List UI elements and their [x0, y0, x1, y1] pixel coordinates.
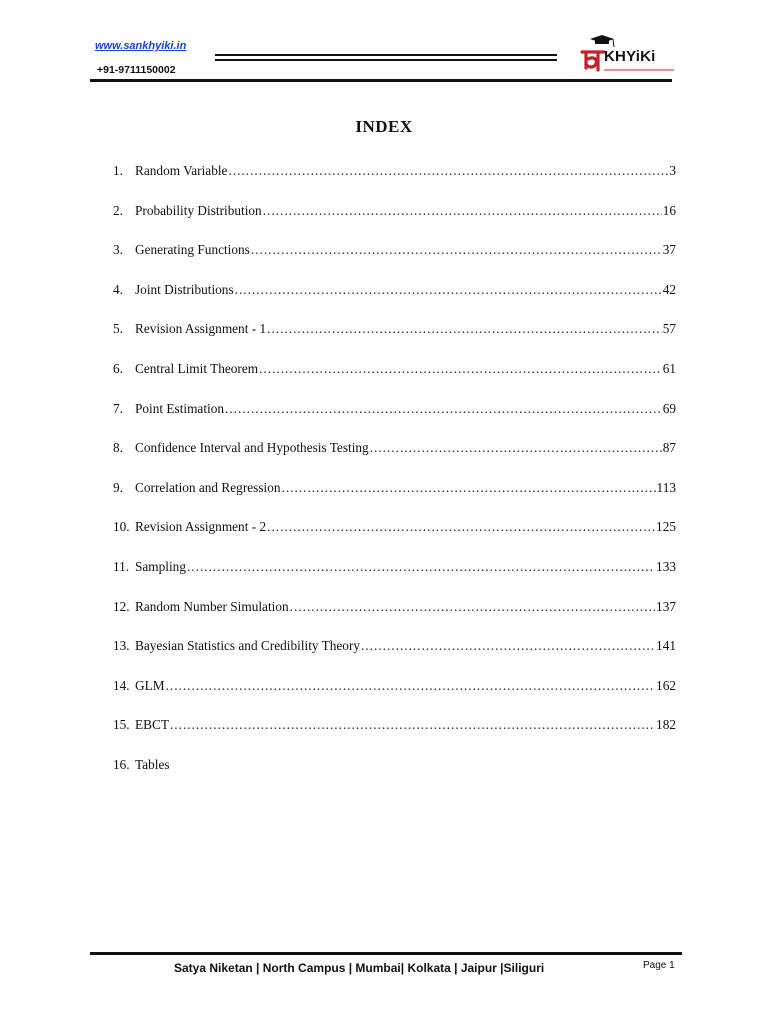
toc-entry-title: Confidence Interval and Hypothesis Testing — [135, 440, 369, 456]
toc-entry-number: 5. — [113, 321, 123, 337]
toc-entry-number: 15. — [113, 717, 130, 733]
toc-entry-page: 37 — [662, 242, 676, 258]
toc-entry[interactable] — [113, 755, 676, 795]
toc-entry-number: 2. — [113, 202, 123, 218]
toc-entry-page: 133 — [656, 558, 676, 574]
toc-entry-number: 9. — [113, 479, 123, 495]
toc-entry[interactable] — [113, 240, 676, 280]
toc-entry[interactable] — [113, 201, 676, 241]
logo-wordmark: KHYiKi — [604, 48, 656, 65]
toc-entry-title: Random Variable — [135, 163, 228, 178]
toc-entry-number: 7. — [113, 400, 123, 416]
toc-entry-number: 11. — [113, 558, 130, 574]
toc-entry[interactable] — [113, 478, 676, 518]
footer-rule — [90, 952, 682, 955]
toc-entry[interactable] — [113, 557, 676, 597]
toc-leader-dots — [259, 359, 662, 379]
toc-entry-number: 6. — [113, 360, 123, 376]
toc-entry-title: Joint Distributions — [135, 281, 234, 297]
toc-entry-number: 13. — [113, 638, 130, 654]
toc-entry[interactable] — [113, 438, 676, 478]
toc-entry-title: Point Estimation — [135, 400, 225, 416]
toc-entry[interactable] — [113, 280, 676, 320]
toc-entry-title: GLM — [135, 677, 165, 693]
header-rule — [90, 79, 672, 82]
toc-entry[interactable] — [113, 161, 676, 201]
toc-leader-dots — [267, 319, 662, 339]
toc-entry-number: 1. — [113, 163, 123, 178]
toc-entry-number: 14. — [113, 677, 130, 693]
phone-number: +91-9711150002 — [97, 64, 176, 76]
page-number: Page 1 — [643, 960, 675, 971]
toc-entry-number: 8. — [113, 440, 123, 456]
toc-entry-number: 12. — [113, 598, 130, 614]
toc-entry-title: Probability Distribution — [135, 202, 262, 218]
toc-entry-title: Correlation and Regression — [135, 479, 281, 495]
toc-entry-page: 113 — [656, 479, 676, 495]
toc-leader-dots — [225, 399, 662, 419]
toc-entry-page: 162 — [656, 677, 676, 693]
toc-entry-page: 125 — [656, 519, 676, 535]
toc-entry-page: 42 — [662, 281, 676, 297]
toc-entry-number: 4. — [113, 281, 123, 297]
toc-entry-page: 69 — [662, 400, 676, 416]
toc-entry-title: Tables — [135, 756, 170, 772]
toc-entry-title: Generating Functions — [135, 242, 250, 258]
website-link[interactable]: www.sankhyiki.in — [95, 40, 187, 52]
toc-entry-page: 61 — [662, 360, 676, 376]
toc-leader-dots — [290, 597, 655, 617]
toc-entry-page: 137 — [656, 598, 676, 614]
toc-leader-dots — [282, 478, 656, 498]
toc-entry[interactable] — [113, 715, 676, 755]
toc-entry[interactable] — [113, 636, 676, 676]
toc-entry-page: 16 — [662, 202, 676, 218]
toc-entry-title: Random Number Simulation — [135, 598, 289, 614]
toc-entry[interactable] — [113, 319, 676, 359]
toc-entry-title: EBCT — [135, 717, 169, 733]
toc-entry-title: Central Limit Theorem — [135, 360, 259, 376]
page-title: INDEX — [355, 117, 413, 136]
toc-leader-dots — [370, 438, 662, 458]
toc-leader-dots — [187, 557, 655, 577]
toc-entry[interactable] — [113, 676, 676, 716]
toc-entry-title: Revision Assignment - 1 — [135, 321, 267, 337]
toc-leader-dots — [251, 240, 662, 260]
toc-entry-title: Revision Assignment - 2 — [135, 519, 267, 535]
toc-leader-dots — [235, 280, 662, 300]
toc-leader-dots — [228, 161, 668, 181]
toc-leader-dots — [170, 715, 655, 735]
toc-leader-dots — [361, 636, 655, 656]
toc-entry-page: 182 — [656, 717, 676, 733]
table-of-contents — [113, 161, 676, 795]
sankhyiki-logo — [578, 34, 678, 76]
toc-leader-dots — [263, 201, 662, 221]
toc-entry-title: Sampling — [135, 558, 186, 574]
toc-entry-number: 3. — [113, 242, 123, 258]
toc-entry-title: Bayesian Statistics and Credibility Theory — [135, 638, 361, 654]
toc-entry[interactable] — [113, 517, 676, 557]
toc-entry-number: 16. — [113, 756, 130, 772]
toc-entry[interactable] — [113, 597, 676, 637]
footer-campuses: Satya Niketan | North Campus | Mumbai| Kolkata | Jaipur |Siliguri — [174, 961, 545, 975]
header-double-rule — [215, 54, 557, 61]
toc-leader-dots — [166, 676, 655, 696]
toc-entry-page: 87 — [662, 440, 676, 456]
toc-entry[interactable] — [113, 399, 676, 439]
toc-entry-page: 57 — [662, 321, 676, 337]
toc-entry[interactable] — [113, 359, 676, 399]
toc-entry-page: 141 — [656, 638, 676, 654]
toc-entry-number: 10. — [113, 519, 130, 535]
toc-entry-page: 3 — [669, 163, 676, 178]
toc-leader-dots — [267, 517, 655, 537]
